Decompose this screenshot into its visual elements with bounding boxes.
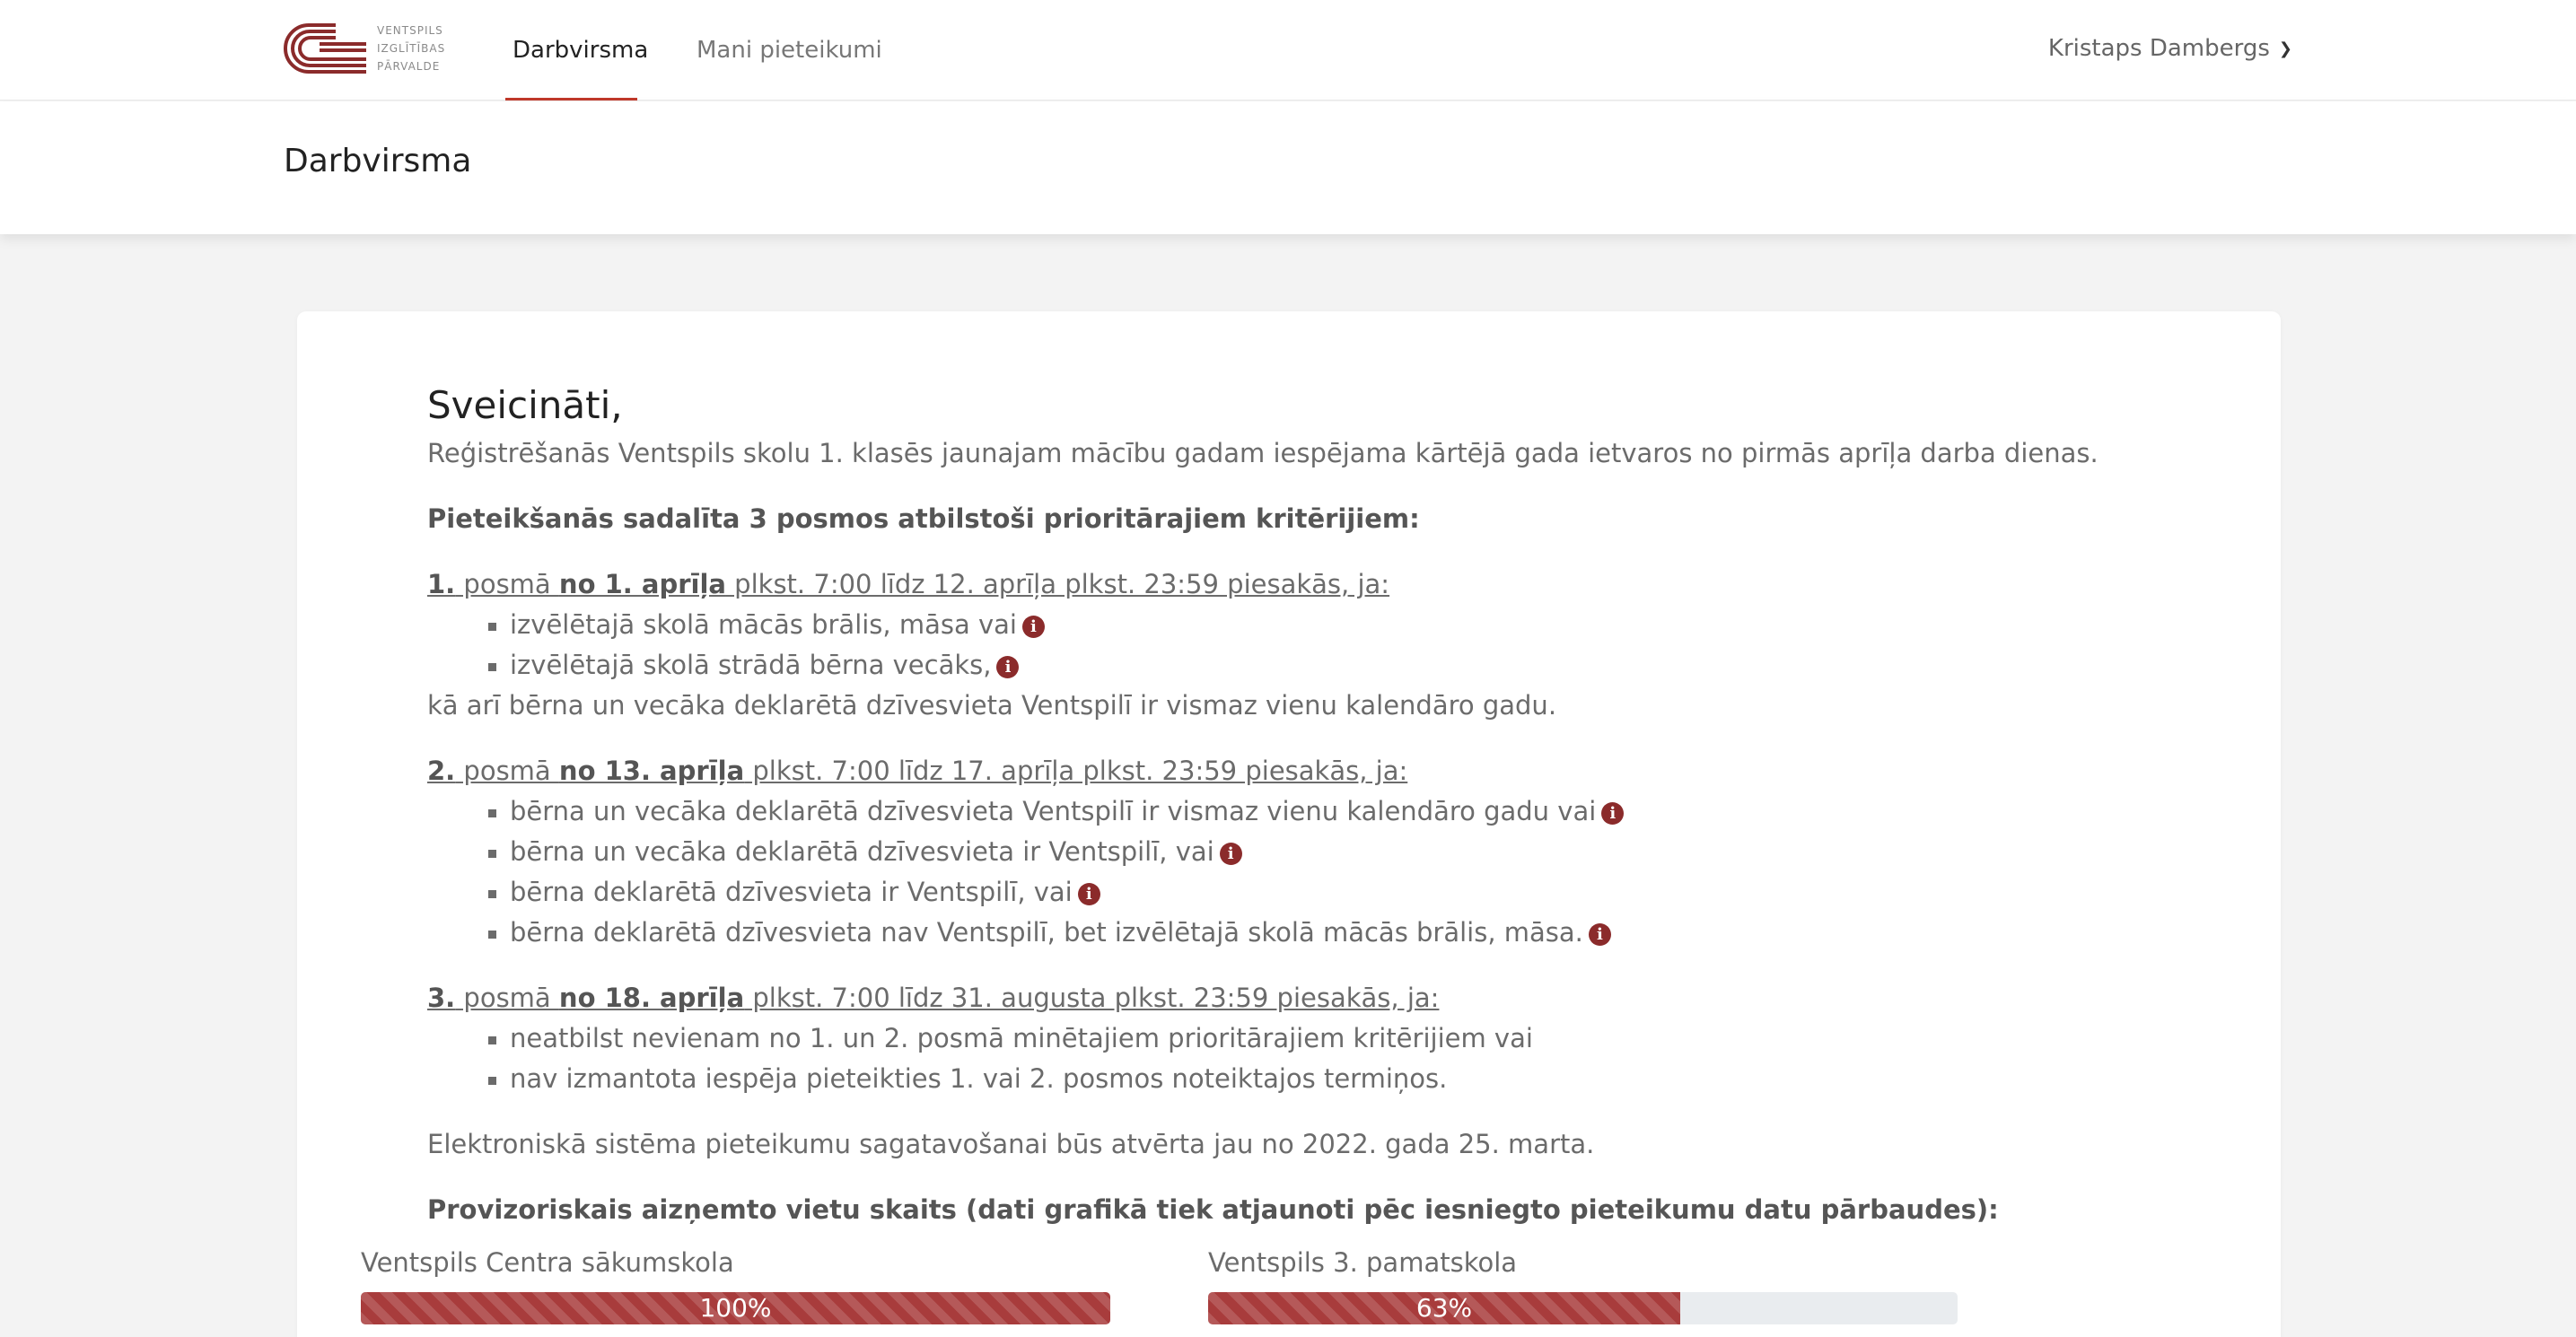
info-icon[interactable]: i xyxy=(1078,883,1100,905)
logo-line: IZGLĪTĪBAS xyxy=(377,42,446,55)
phase-2-heading xyxy=(427,751,2177,791)
criterion-text: bērna un vecāka deklarētā dzīvesvieta Ventspilī ir vismaz vienu kalendāro gadu vai xyxy=(510,796,1597,826)
occupancy-heading: Provizoriskais aizņemto vietu skaits (dati grafikā tiek atjaunoti pēc iesniegto pieteikumu datu pārbaudes): xyxy=(427,1194,1999,1225)
occupancy-progress-fill: 63% xyxy=(1208,1292,1680,1324)
phase-2-criteria xyxy=(488,791,2177,953)
info-icon[interactable]: i xyxy=(996,656,1019,678)
phases-heading: Pieteikšanās sadalīta 3 posmos atbilstoši prioritārajiem kritērijiem: xyxy=(427,503,1420,534)
phase-text: plkst. 7:00 līdz 12. aprīļa plkst. 23:59 piesakās, ja: xyxy=(725,569,1390,599)
criterion-text: nav izmantota iespēja pieteikties 1. vai 2. posmos noteiktajos termiņos. xyxy=(510,1063,1448,1094)
page-header xyxy=(0,101,2576,234)
phase-3-criteria xyxy=(488,1018,2177,1099)
phase-text: plkst. 7:00 līdz 31. augusta plkst. 23:59 piesakās, ja: xyxy=(744,983,1440,1013)
school-occupancy xyxy=(1208,1243,1958,1324)
intro-text: Reģistrēšanās Ventspils skolu 1. klasēs jaunajam mācību gadam iespējama kārtējā gada ietvaros no pirmās aprīļa darba dienas. xyxy=(427,438,2098,468)
occupancy-progress-bar xyxy=(361,1292,1110,1324)
phase-1-footer: kā arī bērna un vecāka deklarētā dzīvesvieta Ventspilī ir vismaz vienu kalendāro gadu. xyxy=(427,690,1557,721)
list-item xyxy=(488,913,2177,953)
chevron-down-icon: ❯ xyxy=(2278,39,2292,58)
phase-text: posmā xyxy=(455,983,559,1013)
welcome-content xyxy=(427,383,2177,1230)
criterion-text: izvēlētajā skolā mācās brālis, māsa vai xyxy=(510,609,1017,640)
phase-text: plkst. 7:00 līdz 17. aprīļa plkst. 23:59 piesakās, ja: xyxy=(744,756,1408,786)
brand-logo[interactable] xyxy=(284,22,445,75)
logo-mark-icon xyxy=(284,22,370,75)
page-title: Darbvirsma xyxy=(284,143,472,179)
school-occupancy xyxy=(361,1243,1110,1324)
user-menu[interactable] xyxy=(2048,0,2292,100)
phase-start-date: no 1. aprīļa xyxy=(558,569,726,599)
info-icon[interactable]: i xyxy=(1022,616,1045,638)
school-name: Ventspils 3. pamatskola xyxy=(1208,1247,1518,1278)
list-item xyxy=(488,1018,2177,1059)
logo-line: VENTSPILS xyxy=(377,24,443,37)
info-icon[interactable]: i xyxy=(1601,802,1624,825)
phase-number: 1. xyxy=(427,569,456,599)
occupancy-progress-bar xyxy=(1208,1292,1958,1324)
list-item xyxy=(488,645,2177,686)
criterion-text: neatbilst nevienam no 1. un 2. posmā minētajiem prioritārajiem kritērijiem vai xyxy=(510,1023,1533,1053)
criterion-text: izvēlētajā skolā strādā bērna vecāks, xyxy=(510,650,992,680)
phase-number: 2. xyxy=(427,756,456,786)
nav-tab-dashboard[interactable]: Darbvirsma xyxy=(505,0,637,100)
greeting-heading: Sveicināti, xyxy=(427,383,623,427)
user-name: Kristaps Dambergs xyxy=(2047,35,2270,62)
info-icon[interactable]: i xyxy=(1220,843,1242,865)
list-item xyxy=(488,1059,2177,1099)
phase-number: 3. xyxy=(427,983,456,1013)
system-note: Elektroniskā sistēma pieteikumu sagatavošanai būs atvērta jau no 2022. gada 25. marta. xyxy=(427,1129,1595,1159)
list-item xyxy=(488,872,2177,913)
nav-tab-my-applications[interactable]: Mani pieteikumi xyxy=(697,37,882,64)
phase-start-date: no 18. aprīļa xyxy=(558,983,745,1013)
phase-1-criteria xyxy=(488,605,2177,686)
logo-line: PĀRVALDE xyxy=(377,60,441,73)
dashboard-card xyxy=(297,311,2281,1337)
phase-text: posmā xyxy=(455,569,559,599)
phase-1-heading xyxy=(427,564,2177,605)
school-name: Ventspils Centra sākumskola xyxy=(361,1247,734,1278)
list-item xyxy=(488,605,2177,645)
info-icon[interactable]: i xyxy=(1589,923,1611,946)
phase-text: posmā xyxy=(455,756,559,786)
list-item xyxy=(488,832,2177,872)
top-navbar xyxy=(0,0,2576,100)
list-item xyxy=(488,791,2177,832)
phase-start-date: no 13. aprīļa xyxy=(558,756,745,786)
criterion-text: bērna deklarētā dzīvesvieta ir Ventspilī, vai xyxy=(510,877,1073,907)
phase-3-heading xyxy=(427,978,2177,1018)
criterion-text: bērna deklarētā dzīvesvieta nav Ventspilī, bet izvēlētajā skolā mācās brālis, māsa. xyxy=(510,917,1583,948)
logo-text xyxy=(377,22,458,75)
criterion-text: bērna un vecāka deklarētā dzīvesvieta ir Ventspilī, vai xyxy=(510,836,1214,867)
occupancy-progress-fill: 100% xyxy=(361,1292,1110,1324)
